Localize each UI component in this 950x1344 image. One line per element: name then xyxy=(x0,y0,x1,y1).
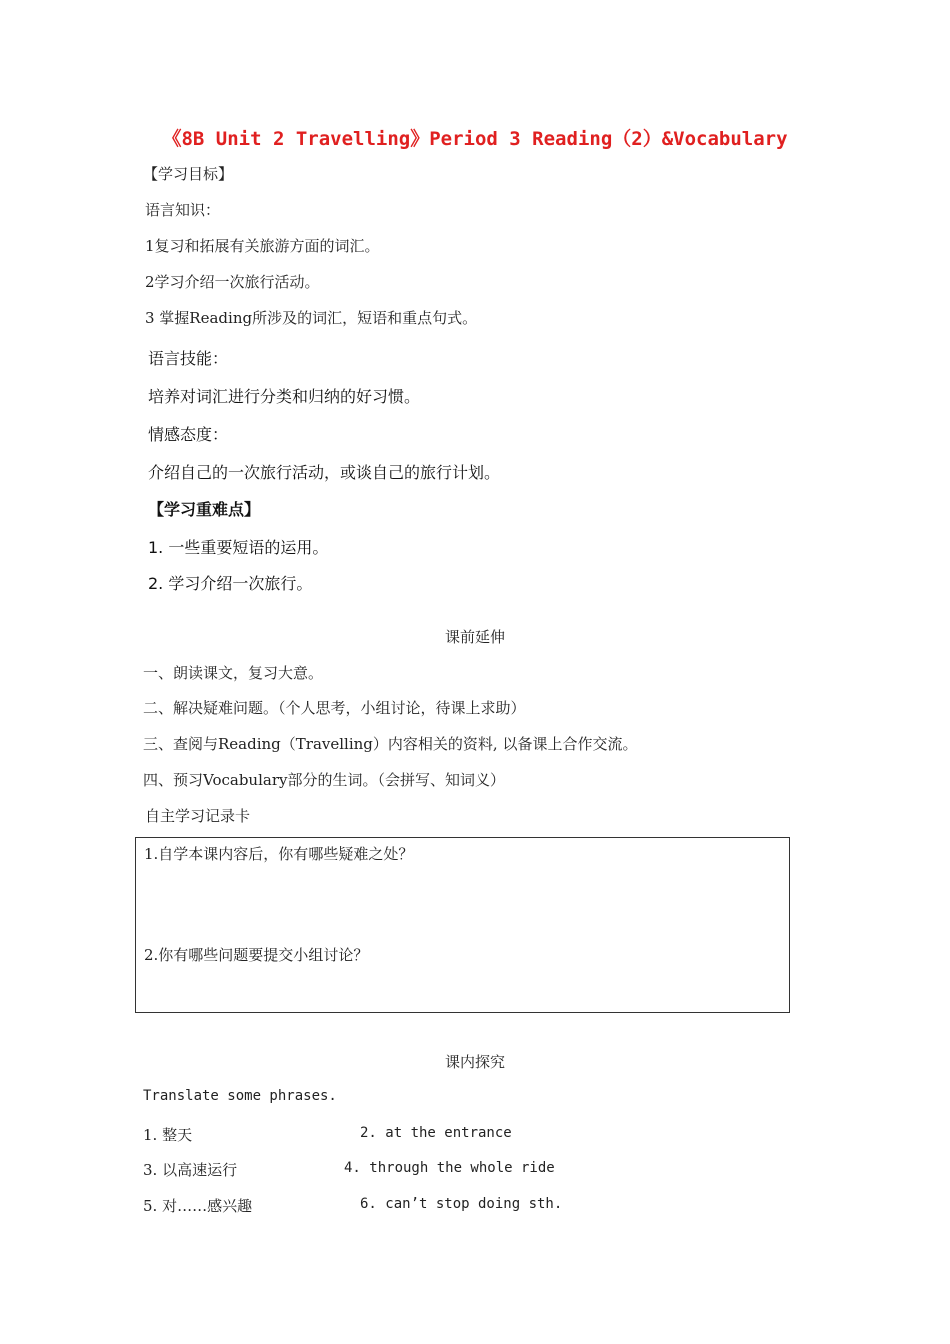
skills-text: 培养对词汇进行分类和归纳的好习惯。 xyxy=(148,387,421,406)
pre-class-item: 三、查阅与Reading（Travelling）内容相关的资料, 以备课上合作交流。 xyxy=(143,735,638,753)
key-points-heading: 【学习重难点】 xyxy=(148,500,261,519)
objectives-heading: 【学习目标】 xyxy=(143,165,234,183)
phrase-item: 6. can’t stop doing sth. xyxy=(360,1196,563,1212)
phrase-item: 5. 对……感兴趣 xyxy=(143,1197,253,1215)
phrase-item: 3. 以高速运行 xyxy=(143,1161,238,1179)
record-card-box xyxy=(135,837,790,1013)
phrase-item: 2. at the entrance xyxy=(360,1125,512,1141)
pre-class-item: 一、朗读课文，复习大意。 xyxy=(143,664,324,682)
attitude-text: 介绍自己的一次旅行活动，或谈自己的旅行计划。 xyxy=(148,463,501,482)
record-card-label: 自主学习记录卡 xyxy=(145,807,251,825)
key-point-item: 2. 学习介绍一次旅行。 xyxy=(148,574,313,593)
in-class-heading: 课内探究 xyxy=(444,1053,505,1071)
knowledge-label: 语言知识： xyxy=(145,201,221,219)
knowledge-item: 1复习和拓展有关旅游方面的词汇。 xyxy=(145,237,380,255)
pre-class-item: 四、预习Vocabulary部分的生词。（会拼写、知词义） xyxy=(143,771,505,789)
pre-class-item: 二、解决疑难问题。（个人思考，小组讨论，待课上求助） xyxy=(143,699,526,717)
attitude-label: 情感态度： xyxy=(148,425,229,444)
phrase-item: 4. through the whole ride xyxy=(344,1160,555,1176)
knowledge-item: 3 掌握Reading所涉及的词汇，短语和重点句式。 xyxy=(145,309,478,327)
key-point-item: 1. 一些重要短语的运用。 xyxy=(148,538,329,557)
skills-label: 语言技能： xyxy=(148,349,229,368)
card-question: 1.自学本课内容后，你有哪些疑难之处？ xyxy=(144,845,414,863)
card-question: 2.你有哪些问题要提交小组讨论？ xyxy=(144,946,369,964)
document-title: 《8B Unit 2 Travelling》Period 3 Reading（2）&Vocabulary xyxy=(162,128,788,150)
pre-class-heading: 课前延伸 xyxy=(444,628,505,646)
knowledge-item: 2学习介绍一次旅行活动。 xyxy=(145,273,320,291)
instruction-text: Translate some phrases. xyxy=(143,1088,337,1104)
phrase-item: 1. 整天 xyxy=(143,1126,193,1144)
